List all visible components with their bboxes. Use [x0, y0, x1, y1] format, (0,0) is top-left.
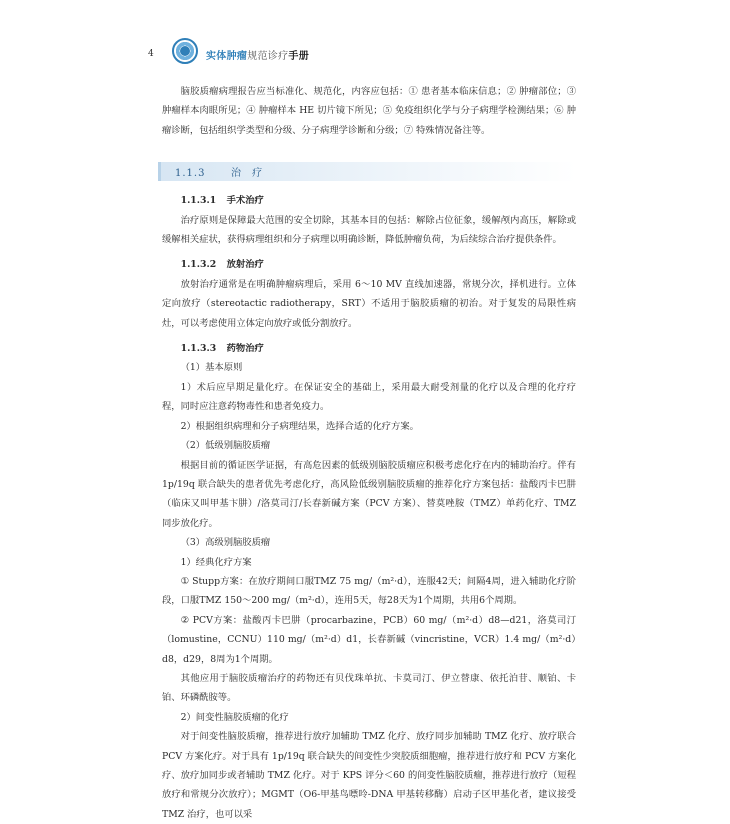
radiation-paragraph: 放射治疗通常是在明确肿瘤病理后，采用 6～10 MV 直线加速器，常规分次，择机进行。立体定向放疗（stereotactic radiotherapy，SRT）不适用于脑胶质瘤的初治。对于复发的局限性病灶，可以考虑使用立体定向放疗或低分割放疗。 [162, 278, 576, 329]
principle-2: 2）根据组织病理和分子病理结果，选择合适的化疗方案。 [180, 420, 419, 432]
surgery-paragraph: 治疗原则是保障最大范围的安全切除，其基本目的包括：解除占位征象，缓解颅内高压，解除或缓解相关症状，获得病理组织和分子病理以明确诊断，降低肿瘤负荷，为后续综合治疗提供条件。 [162, 214, 576, 246]
section-heading-bar [158, 162, 576, 181]
drug-heading [162, 339, 576, 358]
book-title-part2: 规范诊疗 [247, 51, 289, 62]
book-title-part1: 实体肿瘤 [206, 51, 248, 62]
stupp-regimen: ① Stupp方案：在放疗期间口服TMZ 75 mg/（m²·d），连服42天；间隔4周，进入辅助化疗阶段，口服TMZ 150～200 mg/（m²·d），连用5天，每28天为1个周期，共用6个周期。 [162, 575, 576, 607]
radiation-title: 放射治疗 [226, 259, 264, 271]
drug-number: 1.1.3.3 [180, 343, 217, 355]
intro-paragraph: 脑胶质瘤病理报告应当标准化、规范化，内容应包括：① 患者基本临床信息；② 肿瘤部位；③ 肿瘤样本肉眼所见；④ 肿瘤样本 HE 切片镜下所见；⑤ 免疫组织化学与分子病理学检测结果；⑥ 肿瘤诊断，包括组织学类型和分级、分子病理学诊断和分级；⑦ 特殊情况备注等。 [162, 86, 576, 136]
basic-principle-heading: （1）基本原则 [180, 362, 243, 374]
anaplastic-heading: 2）间变性脑胶质瘤的化疗 [180, 711, 289, 723]
low-grade-heading: （2）低级别脑胶质瘤 [180, 440, 271, 452]
radiation-number: 1.1.3.2 [180, 259, 217, 271]
anaplastic-paragraph: 对于间变性脑胶质瘤，推荐进行放疗加辅助 TMZ 化疗、放疗同步加辅助 TMZ 化疗、放疗联合 PCV 方案化疗。对于具有 1p/19q 联合缺失的间变性少突胶质细胞瘤，推荐进行放疗和 PCV 方案化疗、放疗加同步或者辅助 TMZ 化疗。对于 KPS 评分＜60 的间变性脑胶质瘤，推荐进行放疗（短程放疗和常规分次放疗）；MGMT（O6-甲基鸟嘌呤-DNA 甲基转移酶）启动子区甲基化者，建议接受 TMZ 治疗，也可以采 [162, 731, 576, 820]
book-title-part3: 手册 [288, 51, 310, 62]
radiation-heading [162, 255, 576, 274]
book-title [206, 47, 309, 62]
low-grade-paragraph: 根据目前的循证医学证据，有高危因素的低级别脑胶质瘤应积极考虑化疗在内的辅助治疗。伴有 1p/19q 联合缺失的患者优先考虑化疗，高风险低级别脑胶质瘤的推荐化疗方案包括：盐酸丙卡巴肼（临床又叫甲基卞肼）/洛莫司汀/长春新碱方案（PCV 方案）、替莫唑胺（TMZ）单药化疗、TMZ 同步放化疗。 [162, 459, 576, 529]
page-number: 4 [148, 49, 154, 59]
page-header [148, 36, 588, 68]
drug-title: 药物治疗 [226, 343, 264, 355]
surgery-number: 1.1.3.1 [180, 195, 217, 207]
section-title: 治 疗 [231, 168, 267, 180]
principle-1: 1）术后应早期足量化疗。在保证安全的基础上，采用最大耐受剂量的化疗以及合理的化疗疗程，同时应注意药物毒性和患者免疫力。 [162, 381, 576, 413]
page-body [162, 82, 576, 824]
publisher-logo-icon [172, 38, 198, 64]
high-grade-heading: （3）高级别脑胶质瘤 [180, 537, 271, 549]
pcv-regimen: ② PCV方案：盐酸丙卡巴肼（procarbazine，PCB）60 mg/（m²·d）d8—d21，洛莫司汀（lomustine，CCNU）110 mg/（m²·d）d1，长春新碱（vincristine，VCR）1.4 mg/（m²·d）d8，d29，8周为1个周期。 [162, 614, 576, 665]
surgery-heading [162, 191, 576, 210]
other-drugs-paragraph: 其他应用于脑胶质瘤治疗的药物还有贝伐珠单抗、卡莫司汀、伊立替康、依托泊苷、顺铂、卡铂、环磷酰胺等。 [162, 672, 576, 704]
classic-regimen-heading: 1）经典化疗方案 [180, 556, 252, 568]
surgery-title: 手术治疗 [226, 195, 264, 207]
section-number: 1.1.3 [175, 168, 206, 180]
